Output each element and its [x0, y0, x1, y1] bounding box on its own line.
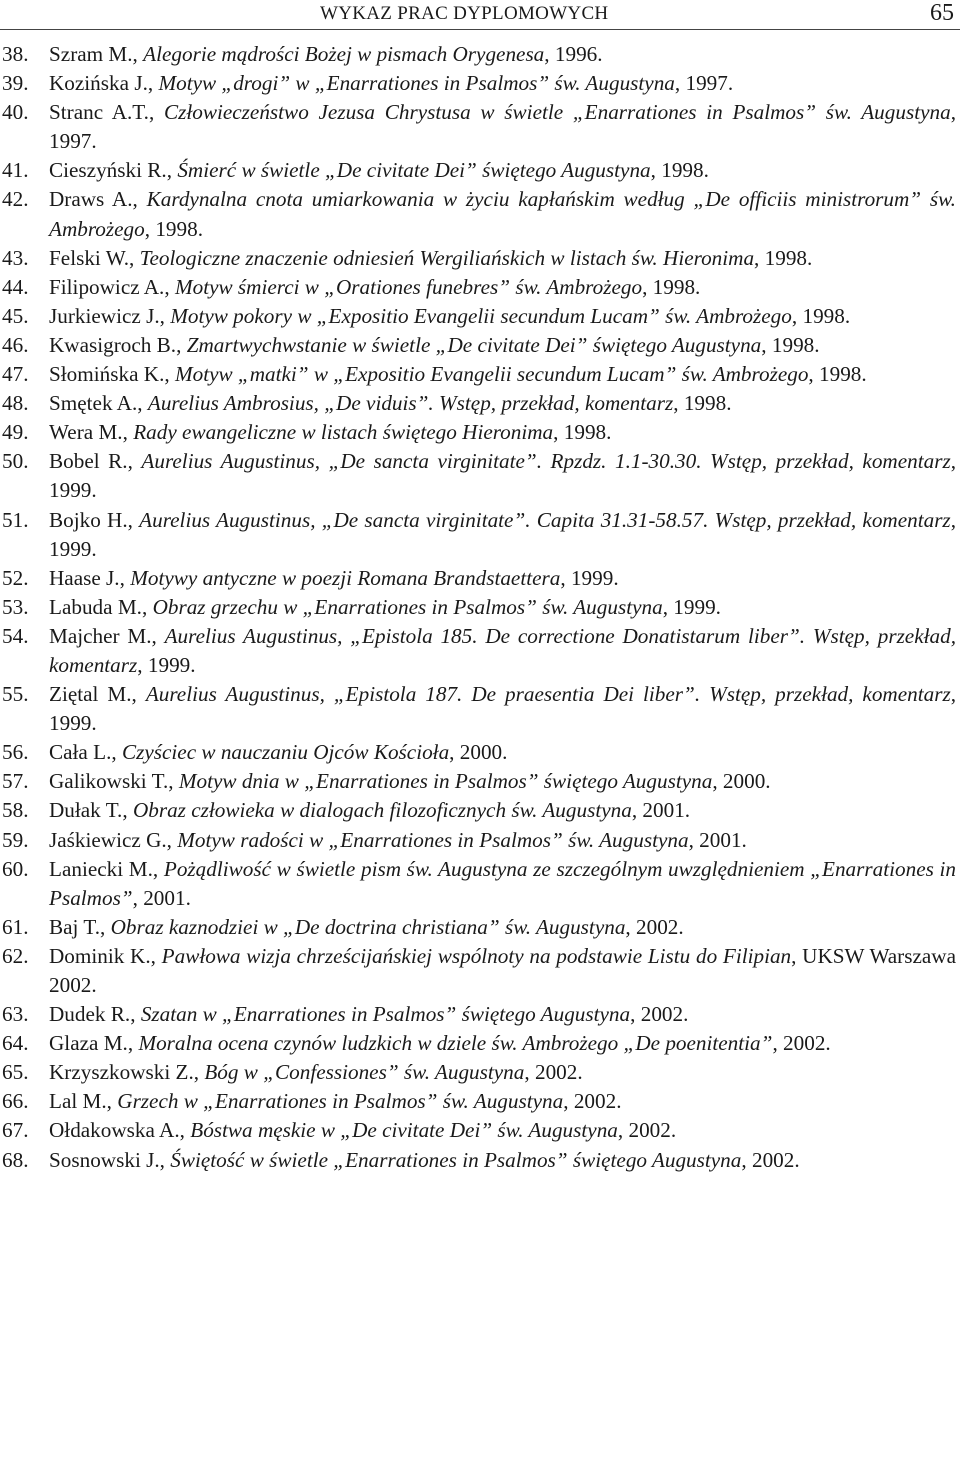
entry-suffix: , 2002.	[625, 914, 684, 939]
entry-number: 56.	[2, 740, 29, 765]
entry-number: 59.	[2, 827, 29, 852]
list-item	[0, 506, 956, 564]
entry-number: 64.	[2, 1031, 29, 1056]
list-item	[0, 680, 956, 738]
entry-author: Krzyszkowski Z.,	[49, 1060, 205, 1085]
list-item	[0, 593, 956, 622]
list-item	[0, 69, 956, 98]
list-item	[0, 564, 956, 593]
entry-author: Kwasigroch B.,	[49, 332, 187, 357]
list-item	[0, 1116, 956, 1145]
page-number: 65	[930, 0, 954, 26]
entry-suffix: , 2002.	[772, 1031, 831, 1056]
entry-author: Jaśkiewicz G.,	[49, 827, 178, 852]
list-item	[0, 185, 956, 243]
entry-title: Moralna ocena czynów ludzkich w dziele św. Ambrożego „De poenitentia”	[138, 1031, 773, 1056]
entry-author: Wera M.,	[49, 420, 134, 445]
entry-author: Majcher M.,	[49, 623, 165, 648]
entry-suffix: , 1998.	[642, 274, 701, 299]
entry-title: Grzech w „Enarrationes in Psalmos” św. Augustyna	[117, 1089, 564, 1114]
entry-suffix: , 1998.	[144, 216, 203, 241]
entry-suffix: , 1998.	[791, 303, 851, 328]
list-item	[0, 418, 956, 447]
entry-title: Człowieczeństwo Jezusa Chrystusa w świetle „Enarrationes in Psalmos” św. Augustyna	[164, 100, 951, 125]
list-item	[0, 826, 956, 855]
entry-author: Ziętal M.,	[49, 682, 146, 707]
entry-number: 48.	[2, 391, 29, 416]
entry-title: Obraz człowieka w dialogach filozoficznych św. Augustyna	[132, 798, 632, 823]
entry-number: 40.	[2, 100, 29, 125]
entry-author: Sosnowski J.,	[49, 1147, 171, 1172]
entry-author: Ołdakowska A.,	[49, 1118, 191, 1143]
entry-title: Motyw pokory w „Expositio Evangelii secundum Lucam” św. Ambrożego	[170, 303, 792, 328]
entry-number: 51.	[2, 507, 29, 532]
list-item	[0, 1087, 956, 1116]
entry-suffix: , UKSW Warszawa 2002.	[49, 943, 956, 997]
entry-number: 50.	[2, 449, 29, 474]
entry-author: Glaza M.,	[49, 1031, 139, 1056]
entry-number: 61.	[2, 914, 29, 939]
entry-number: 68.	[2, 1147, 29, 1172]
entry-suffix: , 1996.	[544, 42, 603, 66]
entry-suffix: , 2002.	[524, 1060, 583, 1085]
entry-number: 46.	[2, 332, 29, 357]
entry-number: 49.	[2, 420, 29, 445]
list-item	[0, 273, 956, 302]
entry-number: 42.	[2, 187, 29, 212]
list-item	[0, 913, 956, 942]
list-item	[0, 622, 956, 680]
entry-number: 63.	[2, 1002, 29, 1027]
entry-title: Czyściec w nauczaniu Ojców Kościoła	[121, 740, 450, 765]
list-item	[0, 98, 956, 156]
entry-author: Baj T.,	[49, 914, 111, 939]
list-item	[0, 360, 956, 389]
entry-author: Smętek A.,	[49, 391, 148, 416]
entry-title: Motyw „drogi” w „Enarrationes in Psalmos” św. Augustyna	[158, 71, 675, 96]
entry-title: Aurelius Augustinus, „Epistola 187. De praesentia Dei liber”. Wstęp, przekład, komentarz	[145, 682, 951, 707]
entry-title: Obraz grzechu w „Enarrationes in Psalmos” św. Augustyna	[152, 594, 663, 619]
entry-author: Kozińska J.,	[49, 71, 159, 96]
list-item	[0, 796, 956, 825]
list-item	[0, 1146, 956, 1175]
entry-number: 54.	[2, 623, 29, 648]
entry-number: 52.	[2, 565, 29, 590]
list-item	[0, 331, 956, 360]
entry-author: Laniecki M.,	[49, 856, 164, 881]
thesis-list	[0, 40, 956, 1175]
entry-author: Szram M.,	[49, 42, 144, 66]
entry-title: Zmartwychwstanie w świetle „De civitate Dei” świętego Augustyna	[186, 332, 762, 357]
entry-title: Szatan w „Enarrationes in Psalmos” świętego Augustyna	[140, 1002, 631, 1027]
entry-author: Draws A.,	[49, 187, 147, 212]
list-item	[0, 942, 956, 1000]
entry-author: Bobel R.,	[49, 449, 142, 474]
entry-number: 57.	[2, 769, 29, 794]
list-item	[0, 738, 956, 767]
entry-number: 41.	[2, 158, 29, 183]
entry-author: Lal M.,	[49, 1089, 118, 1114]
entry-author: Dułak T.,	[49, 798, 133, 823]
entry-suffix: , 2000.	[449, 740, 508, 765]
entry-number: 47.	[2, 362, 29, 387]
entry-author: Filipowicz A.,	[49, 274, 175, 299]
entry-suffix: , 1999.	[49, 507, 956, 561]
entry-suffix: , 2002.	[630, 1002, 689, 1027]
entry-title: Obraz kaznodziei w „De doctrina christiana” św. Augustyna	[110, 914, 626, 939]
list-item	[0, 40, 956, 69]
entry-number: 67.	[2, 1118, 29, 1143]
list-item	[0, 302, 956, 331]
entry-author: Cała L.,	[49, 740, 122, 765]
entry-title: Aurelius Augustinus, „De sancta virginitate”. Rpzdz. 1.1-30.30. Wstęp, przekład, komentarz	[141, 449, 951, 474]
entry-author: Dudek R.,	[49, 1002, 141, 1027]
entry-title: Pożądliwość w świetle pism św. Augustyna ze szczególnym uwzględnieniem „Enarrationes in Psalmos”	[49, 856, 956, 910]
entry-author: Cieszyński R.,	[49, 158, 178, 183]
entry-title: Bóg w „Confessiones” św. Augustyna	[204, 1060, 525, 1085]
entry-number: 55.	[2, 682, 29, 707]
entry-suffix: , 2001.	[631, 798, 691, 823]
list-item	[0, 767, 956, 796]
entry-number: 60.	[2, 856, 29, 881]
header-rule	[0, 29, 960, 30]
entry-number: 53.	[2, 594, 29, 619]
entry-suffix: , 1998.	[754, 245, 813, 270]
entry-suffix: , 1998.	[553, 420, 612, 445]
entry-author: Słomińska K.,	[49, 362, 175, 387]
list-item	[0, 1058, 956, 1087]
entry-number: 58.	[2, 798, 29, 823]
entry-author: Dominik K.,	[49, 943, 162, 968]
list-item	[0, 389, 956, 418]
entry-title: Śmierć w świetle „De civitate Dei” świętego Augustyna	[177, 158, 651, 183]
entry-author: Haase J.,	[49, 565, 131, 590]
entry-author: Bojko H.,	[49, 507, 140, 532]
entry-number: 45.	[2, 303, 29, 328]
list-item	[0, 244, 956, 273]
running-title: WYKAZ PRAC DYPLOMOWYCH	[320, 3, 609, 24]
entry-suffix: , 1999.	[49, 449, 956, 503]
entry-title: Bóstwa męskie w „De civitate Dei” św. Augustyna	[190, 1118, 618, 1143]
entry-number: 38.	[2, 42, 29, 66]
entry-number: 65.	[2, 1060, 29, 1085]
entry-number: 62.	[2, 943, 29, 968]
list-item	[0, 447, 956, 505]
entry-number: 43.	[2, 245, 29, 270]
page-header	[0, 0, 960, 28]
entry-suffix: , 1999.	[49, 682, 956, 736]
entry-author: Felski W.,	[49, 245, 140, 270]
entry-suffix: , 1998.	[761, 332, 820, 357]
list-item	[0, 855, 956, 913]
entry-suffix: , 2001.	[132, 885, 191, 910]
entry-number: 39.	[2, 71, 29, 96]
entry-author: Jurkiewicz J.,	[49, 303, 171, 328]
entry-title: Motyw śmierci w „Orationes funebres” św. Ambrożego	[174, 274, 643, 299]
entry-title: Świętość w świetle „Enarrationes in Psalmos” świętego Augustyna	[170, 1147, 742, 1172]
entry-title: Motywy antyczne w poezji Romana Brandstaettera	[130, 565, 561, 590]
entry-suffix: , 2000.	[712, 769, 771, 794]
entry-author: Stranc A.T.,	[49, 100, 164, 125]
entry-number: 44.	[2, 274, 29, 299]
entry-suffix: , 1999.	[560, 565, 619, 590]
entry-title: Motyw radości w „Enarrationes in Psalmos” św. Augustyna	[177, 827, 689, 852]
entry-title: Aurelius Augustinus, „De sancta virginitate”. Capita 31.31-58.57. Wstęp, przekład, komentarz	[139, 507, 951, 532]
entry-suffix: , 2002.	[563, 1089, 622, 1114]
entry-title: Teologiczne znaczenie odniesień Wergiliańskich w listach św. Hieronima	[139, 245, 755, 270]
entry-number: 66.	[2, 1089, 29, 1114]
entry-suffix: , 2001.	[688, 827, 747, 852]
entry-suffix: , 1999.	[137, 652, 196, 677]
entry-author: Galikowski T.,	[49, 769, 179, 794]
entry-suffix: , 1998.	[650, 158, 709, 183]
entry-title: Rady ewangeliczne w listach świętego Hieronima	[133, 420, 554, 445]
entry-title: Motyw dnia w „Enarrationes in Psalmos” świętego Augustyna	[178, 769, 713, 794]
entry-author: Labuda M.,	[49, 594, 153, 619]
entry-title: Motyw „matki” w „Expositio Evangelii secundum Lucam” św. Ambrożego	[174, 362, 809, 387]
list-item	[0, 156, 956, 185]
entry-suffix: , 2002.	[741, 1147, 800, 1172]
entry-suffix: , 1998.	[673, 391, 732, 416]
entry-suffix: , 1997.	[49, 100, 956, 154]
entry-title: Kardynalna cnota umiarkowania w życiu kapłańskim według „De officiis ministrorum” św. Ambrożego	[49, 187, 956, 241]
entry-title: Alegorie mądrości Bożej w pismach Orygenesa	[143, 42, 545, 66]
list-item	[0, 1000, 956, 1029]
entry-suffix: , 1998.	[808, 362, 867, 387]
entry-suffix: , 2002.	[617, 1118, 677, 1143]
list-item	[0, 1029, 956, 1058]
entry-title: Aurelius Augustinus, „Epistola 185. De correctione Donatistarum liber”. Wstęp, przekład, komentarz	[49, 623, 956, 677]
entry-suffix: , 1997.	[674, 71, 734, 96]
entry-title: Aurelius Ambrosius, „De viduis”. Wstęp, przekład, komentarz	[147, 391, 674, 416]
entry-suffix: , 1999.	[662, 594, 721, 619]
entry-title: Pawłowa wizja chrześcijańskiej wspólnoty na podstawie Listu do Filipian	[161, 943, 792, 968]
